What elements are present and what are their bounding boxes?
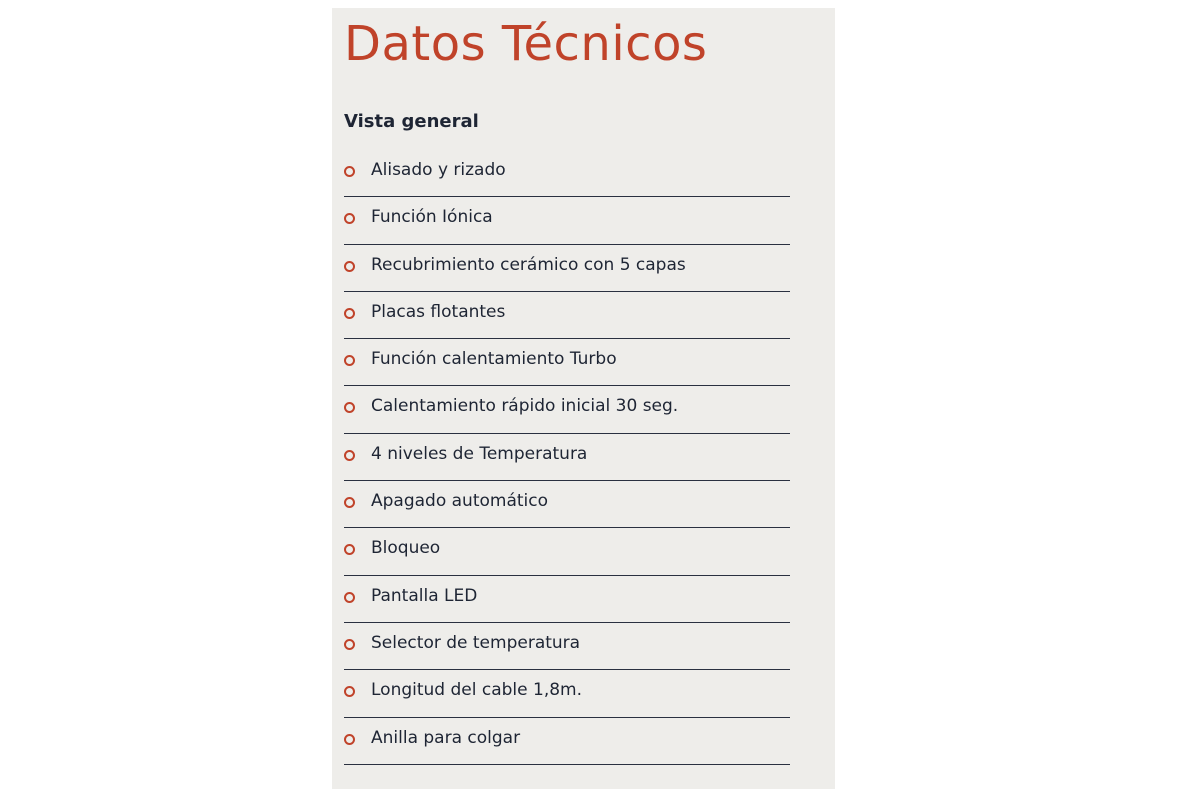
feature-label: Anilla para colgar xyxy=(371,727,521,748)
list-item xyxy=(344,386,790,433)
list-item xyxy=(344,481,790,528)
ring-bullet-icon xyxy=(344,544,355,555)
ring-bullet-icon xyxy=(344,213,355,224)
feature-label: Función calentamiento Turbo xyxy=(371,349,617,370)
list-item xyxy=(344,528,790,575)
feature-label: Apagado automático xyxy=(371,491,549,512)
feature-label: Calentamiento rápido inicial 30 seg. xyxy=(371,396,679,417)
ring-bullet-icon xyxy=(344,450,355,461)
feature-label: Pantalla LED xyxy=(371,585,478,606)
feature-label: Función Iónica xyxy=(371,207,493,228)
tech-specs-panel xyxy=(332,8,835,789)
ring-bullet-icon xyxy=(344,734,355,745)
list-item xyxy=(344,339,790,386)
list-item xyxy=(344,623,790,670)
list-item xyxy=(344,150,790,197)
list-item xyxy=(344,292,790,339)
list-item xyxy=(344,434,790,481)
list-item xyxy=(344,245,790,292)
feature-label: Longitud del cable 1,8m. xyxy=(371,680,583,701)
feature-label: 4 niveles de Temperatura xyxy=(371,443,588,464)
ring-bullet-icon xyxy=(344,261,355,272)
ring-bullet-icon xyxy=(344,166,355,177)
list-item xyxy=(344,576,790,623)
feature-label: Alisado y rizado xyxy=(371,160,506,180)
feature-label: Bloqueo xyxy=(371,538,441,559)
ring-bullet-icon xyxy=(344,639,355,650)
list-item xyxy=(344,718,790,765)
ring-bullet-icon xyxy=(344,355,355,366)
list-item xyxy=(344,670,790,717)
ring-bullet-icon xyxy=(344,497,355,508)
ring-bullet-icon xyxy=(344,592,355,603)
list-item xyxy=(344,197,790,244)
page-title: Datos Técnicos xyxy=(344,16,708,72)
ring-bullet-icon xyxy=(344,402,355,413)
ring-bullet-icon xyxy=(344,686,355,697)
feature-label: Placas flotantes xyxy=(371,301,506,322)
feature-list xyxy=(344,150,790,765)
ring-bullet-icon xyxy=(344,308,355,319)
feature-label: Recubrimiento cerámico con 5 capas xyxy=(371,254,686,275)
feature-label: Selector de temperatura xyxy=(371,632,581,653)
section-heading: Vista general xyxy=(344,111,479,132)
